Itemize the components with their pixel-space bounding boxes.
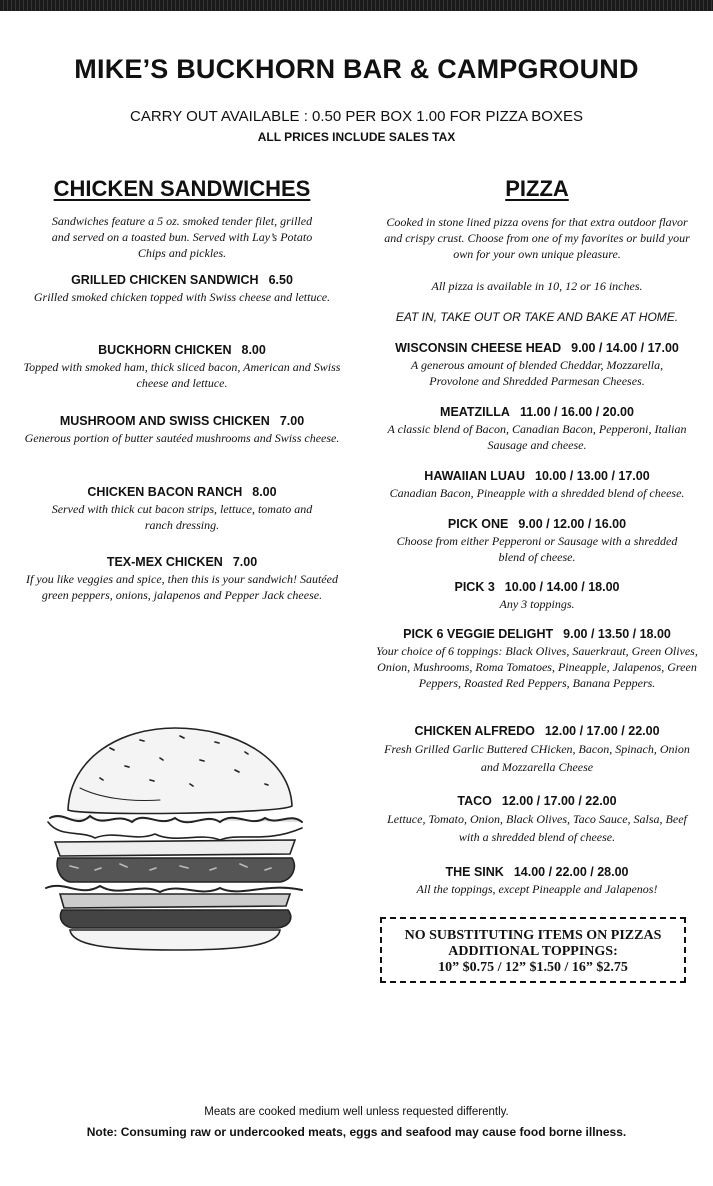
menu-item <box>372 864 702 897</box>
item-name: GRILLED CHICKEN SANDWICH <box>71 273 259 287</box>
pizza-sizes: All pizza is available in 10, 12 or 16 inches. <box>431 279 643 293</box>
item-name: HAWAIIAN LUAU <box>424 469 525 483</box>
item-description: All the toppings, except Pineapple and Jalapenos! <box>416 882 658 896</box>
item-price: 11.00 / 16.00 / 20.00 <box>519 405 634 419</box>
item-description: A generous amount of blended Cheddar, Mozzarella, Provolone and Shredded Parmesan Cheeses. <box>410 358 664 388</box>
menu-item <box>372 793 702 846</box>
item-price: 12.00 / 17.00 / 22.00 <box>501 794 617 808</box>
menu-item <box>372 404 702 453</box>
menu-item <box>14 272 350 305</box>
item-name: CHICKEN ALFREDO <box>414 724 535 738</box>
item-name: CHICKEN BACON RANCH <box>87 485 243 499</box>
item-price: 7.00 <box>232 555 258 569</box>
item-price: 7.00 <box>279 414 305 428</box>
menu-item <box>372 626 702 691</box>
notice-line-3: 10” $0.75 / 12” $1.50 / 16” $2.75 <box>438 960 628 975</box>
item-description: Served with thick cut bacon strips, lettuce, tomato and ranch dressing. <box>51 502 313 532</box>
item-name: THE SINK <box>445 865 504 879</box>
item-price: 14.00 / 22.00 / 28.00 <box>513 865 629 879</box>
chicken-intro: Sandwiches feature a 5 oz. smoked tender filet, grilled and served on a toasted bun. Served with Lay’s Potato Chips and pickles. <box>51 214 313 260</box>
item-description: Your choice of 6 toppings: Black Olives, Sauerkraut, Green Olives, Onion, Mushrooms, Roma Tomatoes, Pineapple, Jalapenos, Green Peppers, Roasted Red Peppers, Banana Peppers. <box>376 644 698 690</box>
pizza-eat-in: EAT IN, TAKE OUT OR TAKE AND BAKE AT HOME. <box>395 310 679 324</box>
page-title: MIKE’S BUCKHORN BAR & CAMPGROUND <box>74 54 639 84</box>
chicken-heading: CHICKEN SANDWICHES <box>53 176 311 201</box>
item-description: Canadian Bacon, Pineapple with a shredded blend of cheese. <box>389 486 685 500</box>
item-name: TEX-MEX CHICKEN <box>106 555 223 569</box>
item-price: 9.00 / 14.00 / 17.00 <box>571 341 679 355</box>
carry-out-note: CARRY OUT AVAILABLE : 0.50 PER BOX 1.00 FOR PIZZA BOXES <box>130 108 583 125</box>
footer-warning: Note: Consuming raw or undercooked meats, eggs and seafood may cause food borne illness. <box>86 1125 627 1139</box>
item-name: BUCKHORN CHICKEN <box>98 343 232 357</box>
notice-line-1: NO SUBSTITUTING ITEMS ON PIZZAS <box>404 928 662 943</box>
item-name: TACO <box>457 794 492 808</box>
item-price: 6.50 <box>268 273 293 287</box>
notice-line-2: ADDITIONAL TOPPINGS: <box>448 944 618 959</box>
footer-note: Meats are cooked medium well unless requested differently. <box>204 1106 509 1118</box>
item-name: PICK ONE <box>447 517 509 531</box>
pizza-heading: PIZZA <box>505 176 569 201</box>
item-description: Generous portion of butter sautéed mushrooms and Swiss cheese. <box>24 431 340 445</box>
item-price: 8.00 <box>252 485 277 499</box>
pizza-intro: Cooked in stone lined pizza ovens for that extra outdoor flavor and crispy crust. Choose from one of my favorites or build your own for your own unique pleasure. <box>384 215 690 261</box>
menu-item <box>372 516 702 565</box>
item-name: MUSHROOM AND SWISS CHICKEN <box>59 414 270 428</box>
item-price: 10.00 / 13.00 / 17.00 <box>535 469 650 483</box>
item-price: 12.00 / 17.00 / 22.00 <box>544 724 660 738</box>
pizza-section <box>372 176 702 896</box>
item-price: 9.00 / 12.00 / 16.00 <box>518 517 627 531</box>
menu-item <box>14 413 350 446</box>
top-border <box>0 0 713 11</box>
menu-item <box>14 554 350 603</box>
item-name: MEATZILLA <box>440 405 510 419</box>
item-description: Grilled smoked chicken topped with Swiss cheese and lettuce. <box>33 290 331 304</box>
menu-item <box>14 342 350 391</box>
chicken-section <box>14 176 350 636</box>
menu-item <box>372 340 702 389</box>
item-name: WISCONSIN CHEESE HEAD <box>395 341 562 355</box>
item-description: Any 3 toppings. <box>499 597 575 611</box>
tax-note: ALL PRICES INCLUDE SALES TAX <box>257 130 456 144</box>
item-description: Lettuce, Tomato, Onion, Black Olives, Taco Sauce, Salsa, Beef with a shredded blend of cheese. <box>387 812 687 844</box>
item-name: PICK 3 <box>454 580 495 594</box>
menu-item <box>372 579 702 612</box>
item-description: If you like veggies and spice, then this is your sandwich! Sautéed green peppers, onions, jalapenos and Pepper Jack cheese. <box>26 572 338 602</box>
item-description: A classic blend of Bacon, Canadian Bacon, Pepperoni, Italian Sausage and cheese. <box>387 422 687 452</box>
item-description: Topped with smoked ham, thick sliced bacon, American and Swiss cheese and lettuce. <box>23 360 341 390</box>
item-name: PICK 6 VEGGIE DELIGHT <box>403 627 554 641</box>
substitution-notice <box>380 917 686 983</box>
item-description: Fresh Grilled Garlic Buttered CHicken, Bacon, Spinach, Onion and Mozzarella Cheese <box>384 742 690 774</box>
item-price: 8.00 <box>241 343 266 357</box>
menu-item <box>14 484 350 533</box>
item-price: 10.00 / 14.00 / 18.00 <box>504 580 620 594</box>
burger-illustration <box>40 718 310 953</box>
item-price: 9.00 / 13.50 / 18.00 <box>563 627 671 641</box>
menu-item <box>372 723 702 776</box>
item-description: Choose from either Pepperoni or Sausage with a shredded blend of cheese. <box>396 534 678 564</box>
menu-item <box>372 468 702 501</box>
